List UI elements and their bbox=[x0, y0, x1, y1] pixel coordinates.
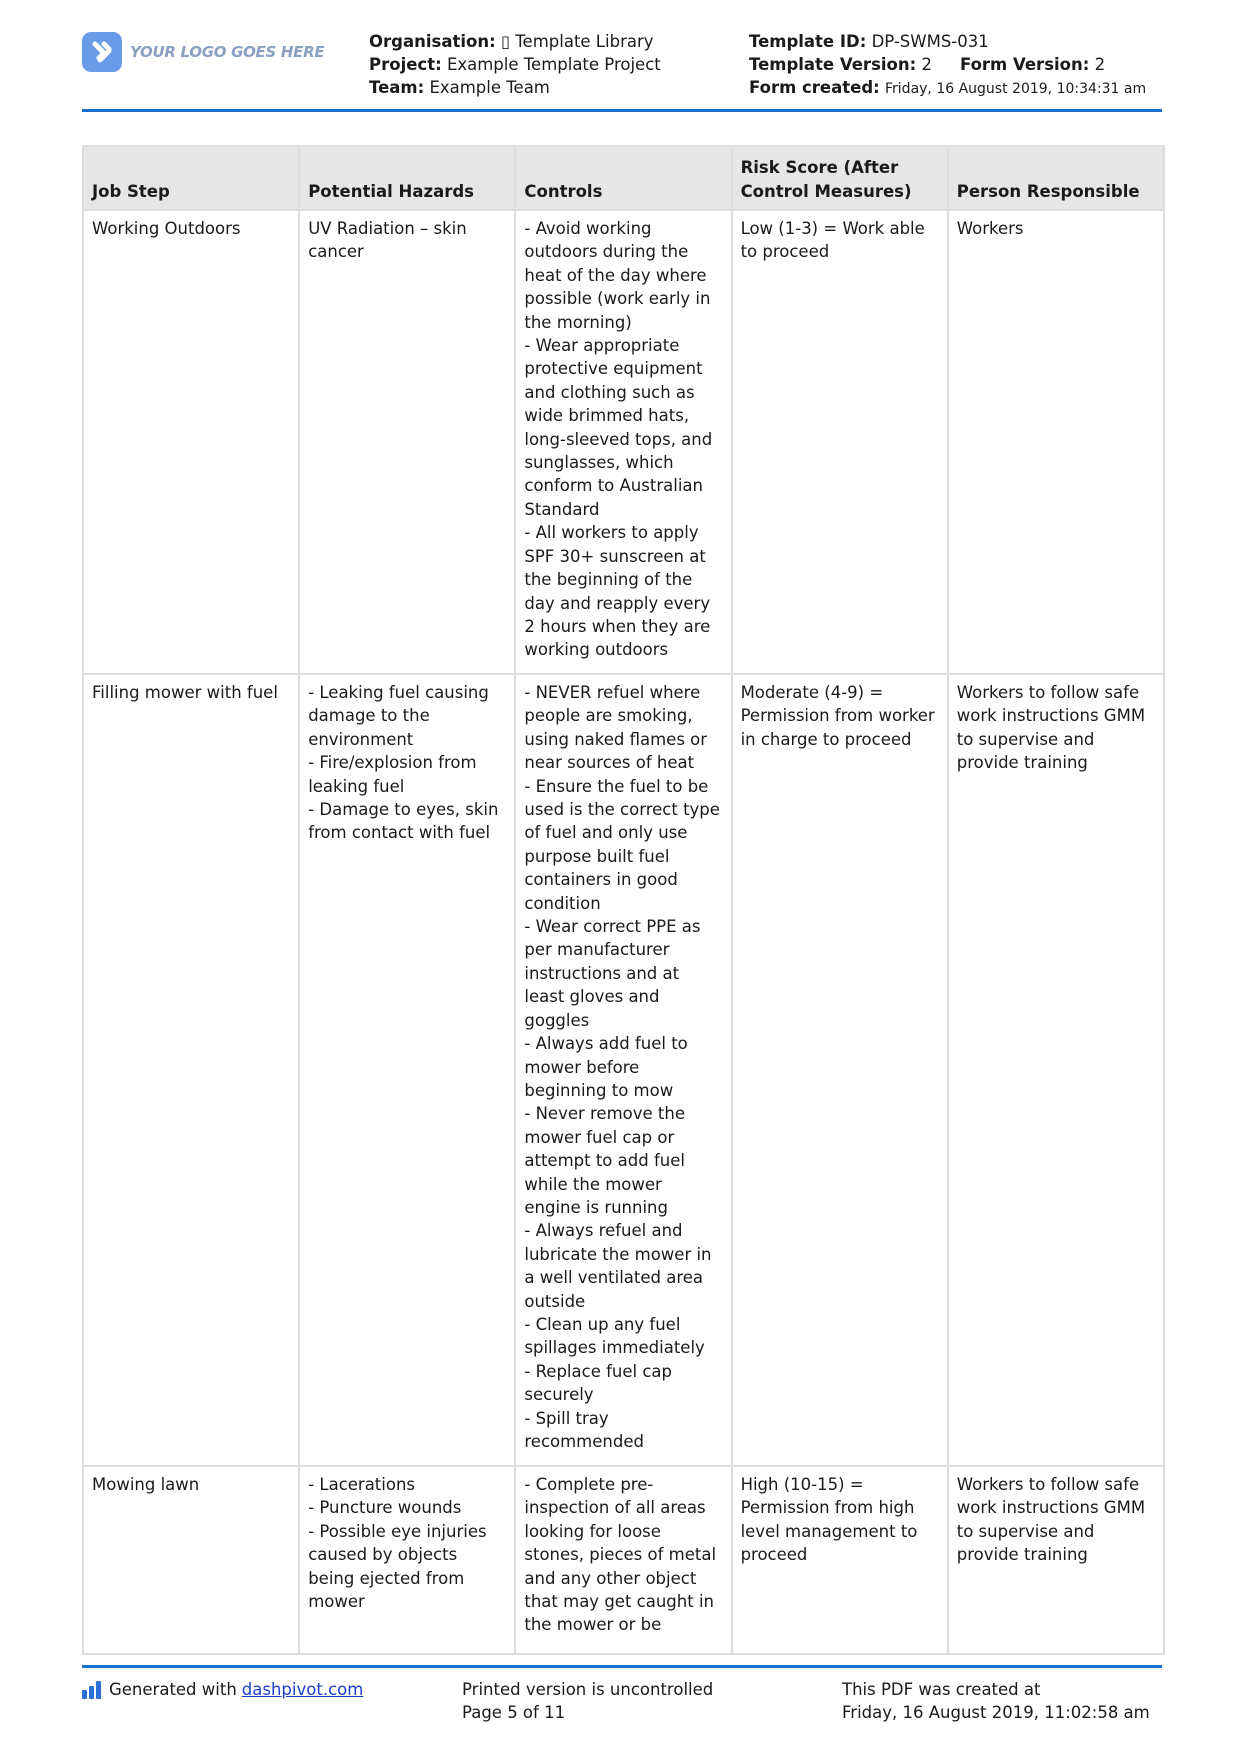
cell-text-line: Low (1-3) = Work able bbox=[740, 219, 925, 238]
cell-text-line: attempt to add fuel bbox=[524, 1151, 685, 1171]
table-row bbox=[83, 210, 1164, 674]
cell-text-line: - All workers to apply bbox=[524, 523, 699, 543]
form-version-value: 2 bbox=[1094, 55, 1106, 74]
cell-text-line: using naked flames or bbox=[524, 729, 708, 749]
column-header-risk-score: Risk Score (After Control Measures) bbox=[732, 146, 948, 210]
cell-text-line: securely bbox=[524, 1385, 594, 1405]
organisation-value: ▯ Template Library bbox=[500, 32, 654, 51]
cell-text-line: in charge to proceed bbox=[740, 729, 912, 749]
cell-text-line: recommended bbox=[524, 1432, 644, 1451]
table-row bbox=[83, 674, 1164, 1466]
cell-text-line: containers in good bbox=[524, 870, 678, 890]
cell-text-line: Permission from worker bbox=[740, 706, 935, 726]
cell-text-line: possible (work early in bbox=[524, 289, 711, 309]
cell-text-line: condition bbox=[524, 893, 601, 913]
logo-text: YOUR LOGO GOES HERE bbox=[130, 43, 325, 61]
logo-icon bbox=[82, 32, 122, 72]
cell-text-line: - Avoid working bbox=[524, 219, 652, 238]
cell-text-line: - Spill tray bbox=[524, 1408, 609, 1428]
cell-text-line: mower bbox=[308, 1592, 365, 1612]
cell-text-line: inspection of all areas bbox=[524, 1498, 706, 1518]
column-header-person-responsible: Person Responsible bbox=[948, 146, 1164, 210]
cell-text-line: while the mower bbox=[524, 1174, 662, 1194]
cell-text-line: conform to Australian bbox=[524, 476, 703, 496]
cell-text-line: 2 hours when they are bbox=[524, 616, 711, 636]
cell-text-line: wide brimmed hats, bbox=[524, 406, 690, 426]
swms-table bbox=[82, 145, 1165, 1655]
cell-text-line: the morning) bbox=[524, 312, 632, 332]
table-header-row bbox=[83, 146, 1164, 210]
cell-text-line: work instructions GMM bbox=[956, 706, 1146, 726]
page-footer bbox=[82, 1678, 1162, 1728]
cell-text-line: provide training bbox=[956, 1545, 1088, 1565]
cell-text-line: Standard bbox=[524, 499, 600, 519]
cell-text-line: - Wear appropriate bbox=[524, 336, 680, 356]
cell-text-line: a well ventilated area bbox=[524, 1268, 704, 1288]
cell-text-line: mower before bbox=[524, 1057, 640, 1077]
table-row bbox=[83, 1466, 1164, 1654]
cell-text-line: heat of the day where bbox=[524, 265, 707, 285]
person-responsible-cell bbox=[948, 1466, 1164, 1654]
form-created-value: Friday, 16 August 2019, 10:34:31 am bbox=[885, 81, 1147, 97]
cell-text-line: High (10-15) = bbox=[740, 1475, 864, 1494]
controls-cell bbox=[515, 1466, 731, 1654]
cell-text-line: people are smoking, bbox=[524, 706, 693, 726]
cell-text-line: - Never remove the bbox=[524, 1104, 685, 1124]
cell-text-line: - Leaking fuel causing bbox=[308, 683, 489, 702]
cell-text-line: - Possible eye injuries bbox=[308, 1521, 487, 1541]
page-number: Page 5 of 11 bbox=[462, 1703, 566, 1722]
cell-text-line: day and reapply every bbox=[524, 593, 711, 613]
cell-text-line: level management to bbox=[740, 1521, 918, 1541]
generated-with bbox=[82, 1678, 363, 1701]
project-label: Project: bbox=[369, 55, 442, 74]
template-version-value: 2 bbox=[921, 55, 932, 74]
column-header-potential-hazards: Potential Hazards bbox=[299, 146, 515, 210]
cell-text-line: goggles bbox=[524, 1010, 590, 1030]
cell-text-line: damage to the bbox=[308, 706, 430, 726]
cell-text-line: Filling mower with fuel bbox=[92, 683, 278, 702]
cell-text-line: spillages immediately bbox=[524, 1338, 705, 1358]
cell-text-line: - Puncture wounds bbox=[308, 1498, 462, 1518]
form-created-label: Form created: bbox=[749, 78, 880, 97]
team-label: Team: bbox=[369, 78, 425, 97]
cell-text-line: Working Outdoors bbox=[92, 219, 241, 238]
dashpivot-bars-icon bbox=[82, 1681, 101, 1699]
person-responsible-cell bbox=[948, 210, 1164, 674]
cell-text-line: of fuel and only use bbox=[524, 823, 688, 843]
cell-text-line: - Lacerations bbox=[308, 1475, 416, 1494]
header-divider bbox=[82, 109, 1162, 112]
person-responsible-cell bbox=[948, 674, 1164, 1466]
cell-text-line: working outdoors bbox=[524, 640, 669, 660]
cell-text-line: - Always refuel and bbox=[524, 1221, 683, 1241]
job-step-cell bbox=[83, 1466, 299, 1654]
cell-text-line: mower fuel cap or bbox=[524, 1127, 675, 1147]
cell-text-line: from contact with fuel bbox=[308, 823, 491, 843]
column-header-controls: Controls bbox=[515, 146, 731, 210]
hazards-cell bbox=[299, 674, 515, 1466]
cell-text-line: to supervise and bbox=[956, 729, 1095, 749]
cell-text-line: stones, pieces of metal bbox=[524, 1545, 717, 1565]
pdf-created-value: Friday, 16 August 2019, 11:02:58 am bbox=[842, 1703, 1150, 1722]
cell-text-line: outside bbox=[524, 1291, 586, 1311]
cell-text-line: that may get caught in bbox=[524, 1592, 714, 1612]
job-step-cell bbox=[83, 674, 299, 1466]
cell-text-line: environment bbox=[308, 729, 414, 749]
cell-text-line: cancer bbox=[308, 242, 364, 262]
cell-text-line: - Ensure the fuel to be bbox=[524, 776, 709, 796]
pdf-created-info bbox=[842, 1678, 1150, 1724]
footer-divider bbox=[82, 1665, 1162, 1668]
cell-text-line: Moderate (4-9) = bbox=[740, 683, 884, 702]
hazards-cell bbox=[299, 210, 515, 674]
cell-text-line: Workers bbox=[956, 219, 1024, 238]
cell-text-line: used is the correct type bbox=[524, 800, 720, 820]
cell-text-line: - Damage to eyes, skin bbox=[308, 800, 499, 820]
cell-text-line: Permission from high bbox=[740, 1498, 915, 1518]
cell-text-line: provide training bbox=[956, 753, 1088, 773]
cell-text-line: Workers to follow safe bbox=[956, 683, 1140, 702]
cell-text-line: purpose built fuel bbox=[524, 846, 670, 866]
cell-text-line: the mower or be bbox=[524, 1615, 662, 1635]
cell-text-line: work instructions GMM bbox=[956, 1498, 1146, 1518]
template-id-value: DP-SWMS-031 bbox=[871, 32, 989, 51]
uncontrolled-notice: Printed version is uncontrolled bbox=[462, 1680, 714, 1699]
column-header-job-step: Job Step bbox=[83, 146, 299, 210]
cell-text-line: the beginning of the bbox=[524, 570, 693, 590]
cell-text-line: lubricate the mower in bbox=[524, 1244, 712, 1264]
cell-text-line: and clothing such as bbox=[524, 382, 695, 402]
header-template-info bbox=[749, 30, 1146, 101]
cell-text-line: caused by objects bbox=[308, 1545, 458, 1565]
controls-cell bbox=[515, 674, 731, 1466]
cell-text-line: Workers to follow safe bbox=[956, 1475, 1140, 1494]
cell-text-line: engine is running bbox=[524, 1197, 668, 1217]
page-header bbox=[82, 28, 1162, 110]
cell-text-line: - NEVER refuel where bbox=[524, 683, 701, 702]
generated-prefix: Generated with bbox=[109, 1680, 237, 1699]
cell-text-line: protective equipment bbox=[524, 359, 703, 379]
cell-text-line: - Clean up any fuel bbox=[524, 1314, 681, 1334]
cell-text-line: - Fire/explosion from bbox=[308, 753, 477, 773]
cell-text-line: being ejected from bbox=[308, 1568, 465, 1588]
cell-text-line: beginning to mow bbox=[524, 1080, 674, 1100]
cell-text-line: sunglasses, which bbox=[524, 453, 674, 473]
cell-text-line: SPF 30+ sunscreen at bbox=[524, 546, 706, 566]
dashpivot-link[interactable]: dashpivot.com bbox=[241, 1680, 364, 1699]
cell-text-line: and any other object bbox=[524, 1568, 697, 1588]
cell-text-line: - Complete pre- bbox=[524, 1475, 654, 1494]
template-version-label: Template Version: bbox=[749, 55, 917, 74]
cell-text-line: Mowing lawn bbox=[92, 1475, 200, 1494]
cell-text-line: instructions and at bbox=[524, 963, 680, 983]
cell-text-line: UV Radiation – skin bbox=[308, 219, 467, 238]
cell-text-line: proceed bbox=[740, 1545, 808, 1565]
organisation-label: Organisation: bbox=[369, 32, 496, 51]
cell-text-line: per manufacturer bbox=[524, 940, 670, 960]
cell-text-line: - Replace fuel cap bbox=[524, 1361, 672, 1381]
risk-score-cell bbox=[732, 210, 948, 674]
cell-text-line: - Always add fuel to bbox=[524, 1034, 688, 1054]
project-value: Example Template Project bbox=[446, 55, 661, 74]
risk-score-cell bbox=[732, 674, 948, 1466]
cell-text-line: near sources of heat bbox=[524, 753, 695, 773]
cell-text-line: to proceed bbox=[740, 242, 830, 262]
risk-score-cell bbox=[732, 1466, 948, 1654]
controls-cell bbox=[515, 210, 731, 674]
cell-text-line: - Wear correct PPE as bbox=[524, 917, 701, 937]
cell-text-line: least gloves and bbox=[524, 987, 660, 1007]
form-version-label: Form Version: bbox=[959, 55, 1090, 74]
company-logo bbox=[82, 32, 324, 72]
hazards-cell bbox=[299, 1466, 515, 1654]
cell-text-line: leaking fuel bbox=[308, 776, 405, 796]
cell-text-line: to supervise and bbox=[956, 1521, 1095, 1541]
pdf-created-label: This PDF was created at bbox=[842, 1680, 1041, 1699]
template-id-label: Template ID: bbox=[749, 32, 867, 51]
cell-text-line: looking for loose bbox=[524, 1521, 661, 1541]
header-project-info bbox=[369, 30, 661, 99]
job-step-cell bbox=[83, 210, 299, 674]
cell-text-line: outdoors during the bbox=[524, 242, 689, 262]
print-info bbox=[462, 1678, 713, 1724]
team-value: Example Team bbox=[429, 78, 550, 97]
cell-text-line: long-sleeved tops, and bbox=[524, 429, 713, 449]
